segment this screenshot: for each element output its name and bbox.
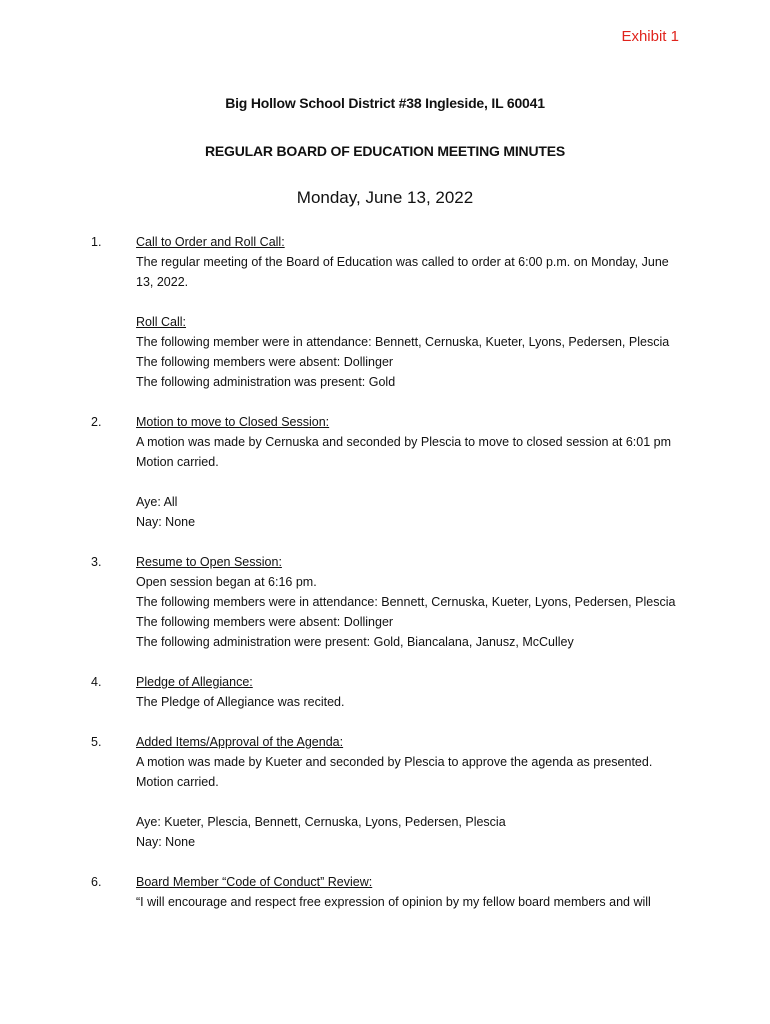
item-title: Resume to Open Session:	[136, 555, 282, 569]
vote-nay: Nay: None	[136, 835, 196, 849]
item-number: 1.	[91, 235, 102, 249]
item-number: 4.	[91, 675, 102, 689]
item-title: Call to Order and Roll Call:	[136, 235, 285, 249]
minutes-heading: REGULAR BOARD OF EDUCATION MEETING MINUTES	[204, 143, 565, 159]
item-text: Open session began at 6:16 pm.	[136, 575, 317, 589]
item-text: A motion was made by Kueter and seconded by Plescia to approve the agenda as presented.	[136, 755, 653, 769]
item-text: “I will encourage and respect free expression of opinion by my fellow board members and will	[136, 895, 651, 909]
item-title: Added Items/Approval of the Agenda:	[136, 735, 344, 749]
vote-aye: Aye: All	[136, 495, 178, 509]
item-text: The Pledge of Allegiance was recited.	[136, 695, 345, 709]
item-text: A motion was made by Cernuska and seconded by Plescia to move to closed session at 6:01 pm	[136, 435, 672, 449]
vote-aye: Aye: Kueter, Plescia, Bennett, Cernuska, Lyons, Pedersen, Plescia	[136, 815, 506, 829]
item-number: 6.	[91, 875, 102, 889]
meeting-date: Monday, June 13, 2022	[296, 188, 474, 207]
item-text: 13, 2022.	[136, 275, 189, 289]
item-text: Motion carried.	[136, 775, 219, 789]
item-title: Pledge of Allegiance:	[136, 675, 253, 689]
item-number: 3.	[91, 555, 102, 569]
item-number: 5.	[91, 735, 102, 749]
item-text: The following members were in attendance: Bennett, Cernuska, Kueter, Lyons, Pedersen, Plescia	[136, 595, 676, 609]
item-number: 2.	[91, 415, 102, 429]
exhibit-label: Exhibit 1	[621, 28, 679, 45]
item-text: The following member were in attendance: Bennett, Cernuska, Kueter, Lyons, Pedersen, Plescia	[136, 335, 670, 349]
item-text: The following administration was present: Gold	[136, 375, 396, 389]
vote-nay: Nay: None	[136, 515, 196, 529]
district-heading: Big Hollow School District #38 Ingleside, IL 60041	[225, 95, 545, 111]
item-text: The regular meeting of the Board of Education was called to order at 6:00 p.m. on Monday, June	[136, 255, 669, 269]
roll-call-title: Roll Call:	[136, 315, 187, 329]
item-text: The following members were absent: Dollinger	[136, 615, 394, 629]
item-text: The following members were absent: Dollinger	[136, 355, 394, 369]
item-text: Motion carried.	[136, 455, 219, 469]
item-title: Motion to move to Closed Session:	[136, 415, 330, 429]
item-text: The following administration were present: Gold, Biancalana, Janusz, McCulley	[136, 635, 574, 649]
item-title: Board Member “Code of Conduct” Review:	[136, 875, 373, 889]
